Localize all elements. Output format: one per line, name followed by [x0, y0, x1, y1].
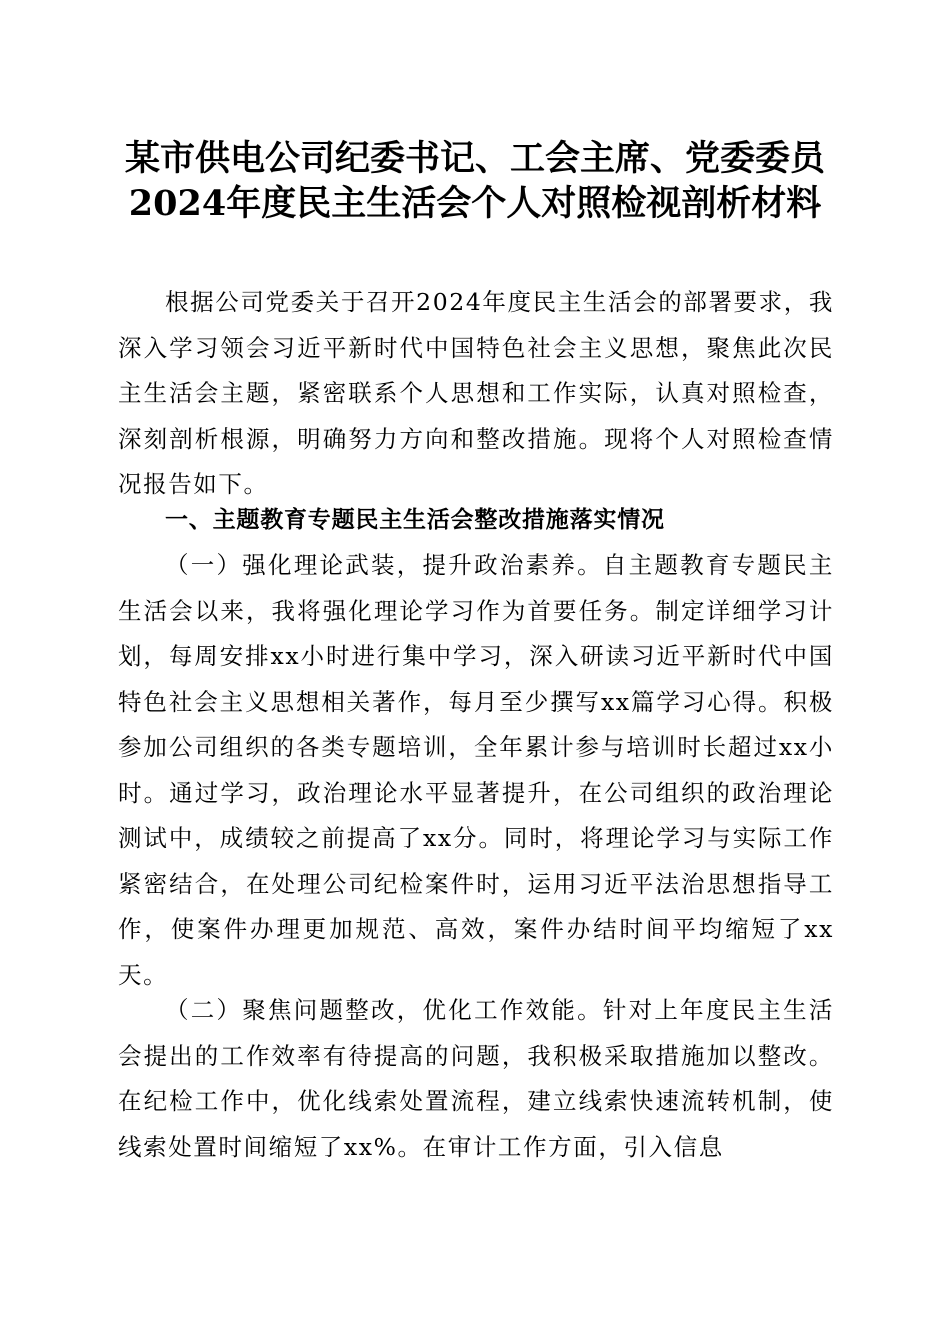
- section-1-heading: 一、主题教育专题民主生活会整改措施落实情况: [165, 507, 665, 533]
- intro-paragraph: 根据公司党委关于召开2024年度民主生活会的部署要求，我深入学习领会习近平新时代中国特色社会主义思想，聚焦此次民主生活会主题，紧密联系个人思想和工作实际，认真对照检查，深刻剖析根源，明确努力方向和整改措施。现将个人对照检查情况报告如下。: [118, 288, 834, 498]
- section-1-item-1-paragraph: （一）强化理论武装，提升政治素养。自主题教育专题民主生活会以来，我将强化理论学习作为首要任务。制定详细学习计划，每周安排xx小时进行集中学习，深入研读习近平新时代中国特色社会主义思想相关著作，每月至少撰写xx篇学习心得。积极参加公司组织的各类专题培训，全年累计参与培训时长超过xx小时。通过学习，政治理论水平显著提升，在公司组织的政治理论测试中，成绩较之前提高了xx分。同时，将理论学习与实际工作紧密结合，在处理公司纪检案件时，运用习近平法治思想指导工作，使案件办理更加规范、高效，案件办结时间平均缩短了xx天。: [118, 551, 834, 989]
- document-title-line-1: 某市供电公司纪委书记、工会主席、党委委员: [124, 138, 825, 179]
- section-1-item-2-paragraph: （二）聚焦问题整改，优化工作效能。针对上年度民主生活会提出的工作效率有待提高的问题，我积极采取措施加以整改。在纪检工作中，优化线索处置流程，建立线索快速流转机制，使线索处置时间缩短了xx%。在审计工作方面，引入信息: [118, 996, 834, 1161]
- document-title-line-2: 2024年度民主生活会个人对照检视剖析材料: [128, 183, 822, 224]
